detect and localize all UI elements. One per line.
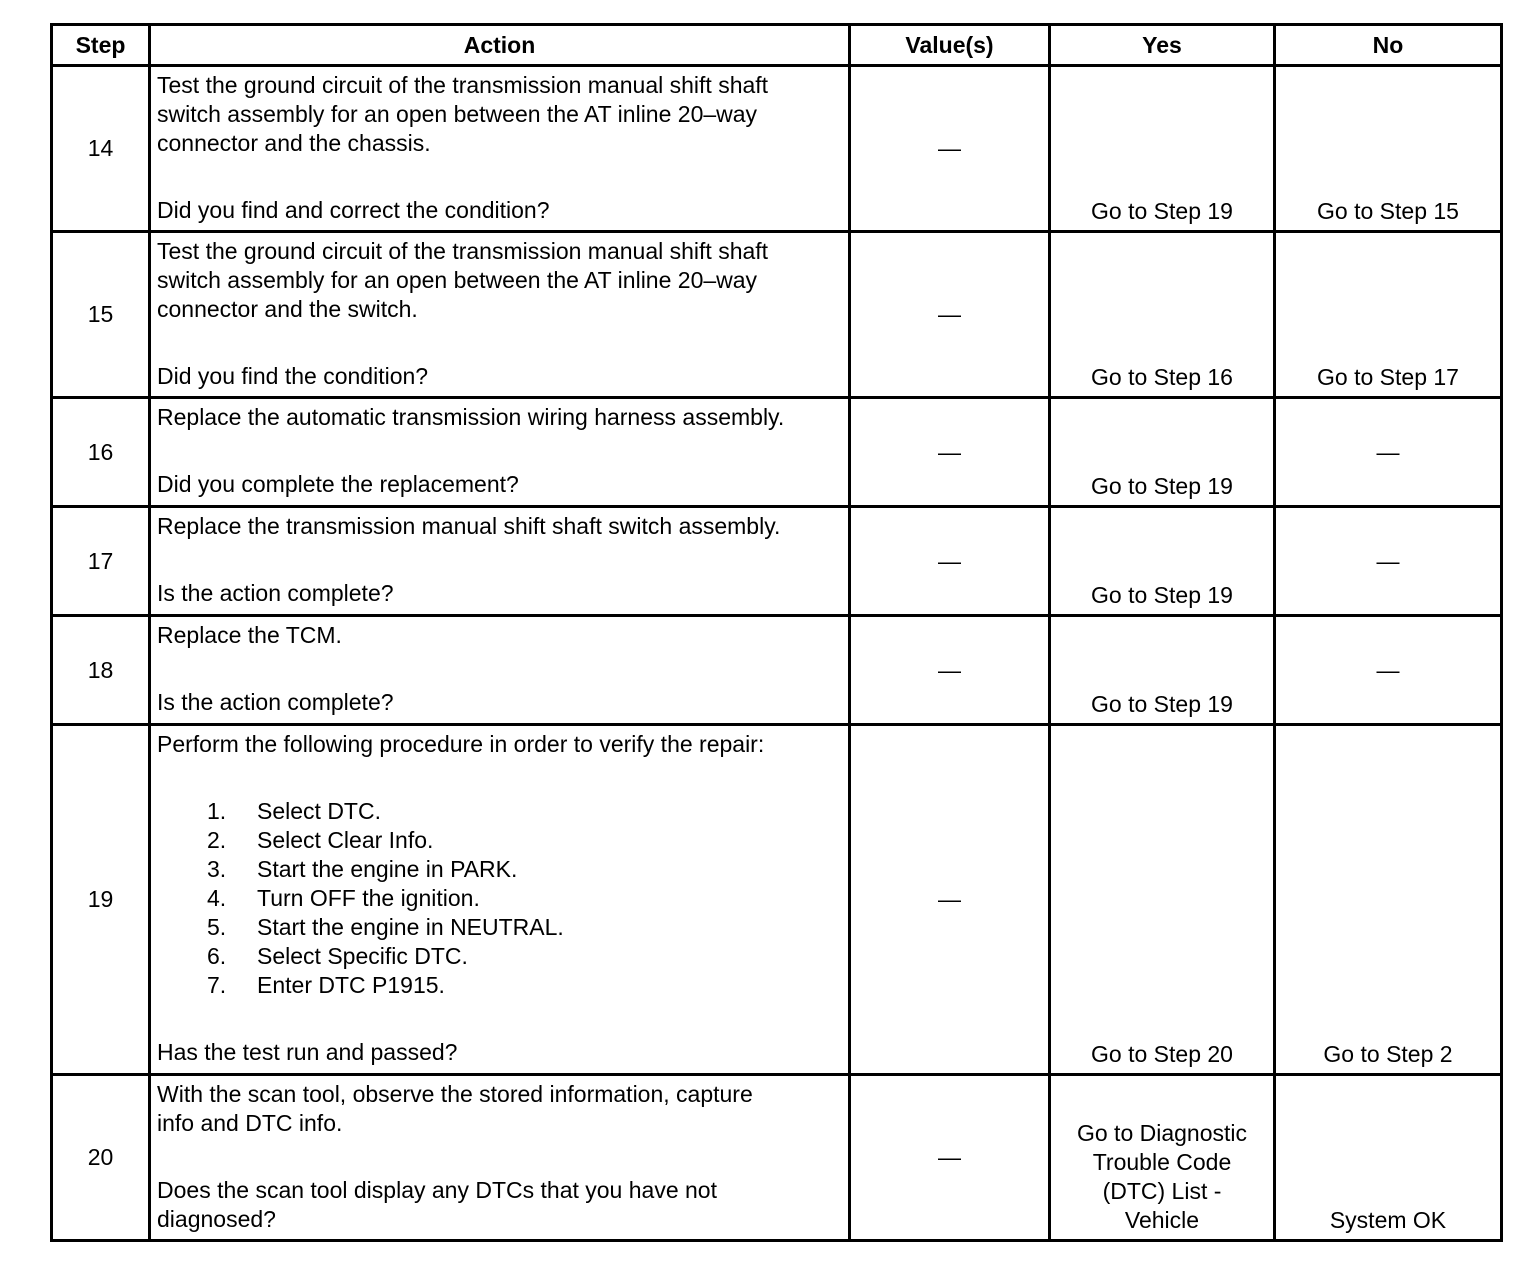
header-values: Value(s): [850, 25, 1050, 66]
action-text: Replace the automatic transmission wiring harness assembly.: [157, 404, 785, 430]
yes-cell: Go to Step 19: [1050, 507, 1275, 616]
yes-cell: Go to Diagnostic Trouble Code (DTC) List - Vehicle: [1050, 1075, 1275, 1241]
list-item: 7. Enter DTC P1915.: [207, 972, 445, 998]
action-text: switch assembly for an open between the AT inline 20–way: [157, 267, 758, 293]
action-text: connector and the switch.: [157, 296, 418, 322]
step-number: 18: [52, 616, 150, 725]
action-text: With the scan tool, observe the stored information, capture: [157, 1081, 753, 1107]
list-item: 5. Start the engine in NEUTRAL.: [207, 914, 564, 940]
value-cell: —: [850, 66, 1050, 232]
step-number: 15: [52, 232, 150, 398]
step-number: 14: [52, 66, 150, 232]
no-cell: Go to Step 17: [1275, 232, 1502, 398]
step-number: 19: [52, 725, 150, 1075]
value-cell: —: [850, 616, 1050, 725]
list-item: 2. Select Clear Info.: [207, 827, 434, 853]
header-yes: Yes: [1050, 25, 1275, 66]
step-number: 16: [52, 398, 150, 507]
value-cell: —: [850, 1075, 1050, 1241]
list-item: 3. Start the engine in PARK.: [207, 856, 518, 882]
yes-cell: Go to Step 19: [1050, 616, 1275, 725]
header-action: Action: [150, 25, 850, 66]
no-cell: —: [1275, 507, 1502, 616]
action-question: Did you find and correct the condition?: [157, 197, 550, 223]
diagnostic-table: [50, 23, 1503, 1242]
action-question: Did you complete the replacement?: [157, 471, 519, 497]
action-text: Test the ground circuit of the transmission manual shift shaft: [157, 72, 769, 98]
yes-cell: Go to Step 20: [1050, 725, 1275, 1075]
header-step: Step: [52, 25, 150, 66]
value-cell: —: [850, 725, 1050, 1075]
action-text: info and DTC info.: [157, 1110, 343, 1136]
list-item: 1. Select DTC.: [207, 798, 381, 824]
action-question: diagnosed?: [157, 1206, 276, 1232]
action-text: Replace the TCM.: [157, 622, 342, 648]
table-row: [52, 66, 1502, 232]
action-question: Does the scan tool display any DTCs that you have not: [157, 1177, 717, 1203]
step-number: 20: [52, 1075, 150, 1241]
action-question: Is the action complete?: [157, 689, 394, 715]
action-text: Test the ground circuit of the transmission manual shift shaft: [157, 238, 769, 264]
table-row: [52, 1075, 1502, 1241]
value-cell: —: [850, 507, 1050, 616]
action-question: Is the action complete?: [157, 580, 394, 606]
no-cell: System OK: [1275, 1075, 1502, 1241]
action-cell: [150, 66, 850, 232]
yes-cell: Go to Step 19: [1050, 66, 1275, 232]
list-item: 4. Turn OFF the ignition.: [207, 885, 480, 911]
action-text: Perform the following procedure in order to verify the repair:: [157, 731, 765, 757]
table-row: [52, 725, 1502, 1075]
action-text: Replace the transmission manual shift shaft switch assembly.: [157, 513, 781, 539]
header-row: [52, 25, 1502, 66]
action-cell: [150, 725, 850, 1075]
no-cell: Go to Step 2: [1275, 725, 1502, 1075]
yes-cell: Go to Step 19: [1050, 398, 1275, 507]
no-cell: —: [1275, 398, 1502, 507]
yes-cell: Go to Step 16: [1050, 232, 1275, 398]
action-question: Has the test run and passed?: [157, 1039, 458, 1065]
action-text: switch assembly for an open between the AT inline 20–way: [157, 101, 758, 127]
action-question: Did you find the condition?: [157, 363, 429, 389]
no-cell: Go to Step 15: [1275, 66, 1502, 232]
step-number: 17: [52, 507, 150, 616]
table-row: [52, 616, 1502, 725]
action-cell: [150, 1075, 850, 1241]
procedure-list: [157, 797, 842, 1000]
action-cell: [150, 616, 850, 725]
table-row: [52, 232, 1502, 398]
value-cell: —: [850, 398, 1050, 507]
action-cell: [150, 398, 850, 507]
header-no: No: [1275, 25, 1502, 66]
action-cell: [150, 507, 850, 616]
table-row: [52, 398, 1502, 507]
action-cell: [150, 232, 850, 398]
list-item: 6. Select Specific DTC.: [207, 943, 468, 969]
action-text: connector and the chassis.: [157, 130, 431, 156]
table-row: [52, 507, 1502, 616]
no-cell: —: [1275, 616, 1502, 725]
value-cell: —: [850, 232, 1050, 398]
